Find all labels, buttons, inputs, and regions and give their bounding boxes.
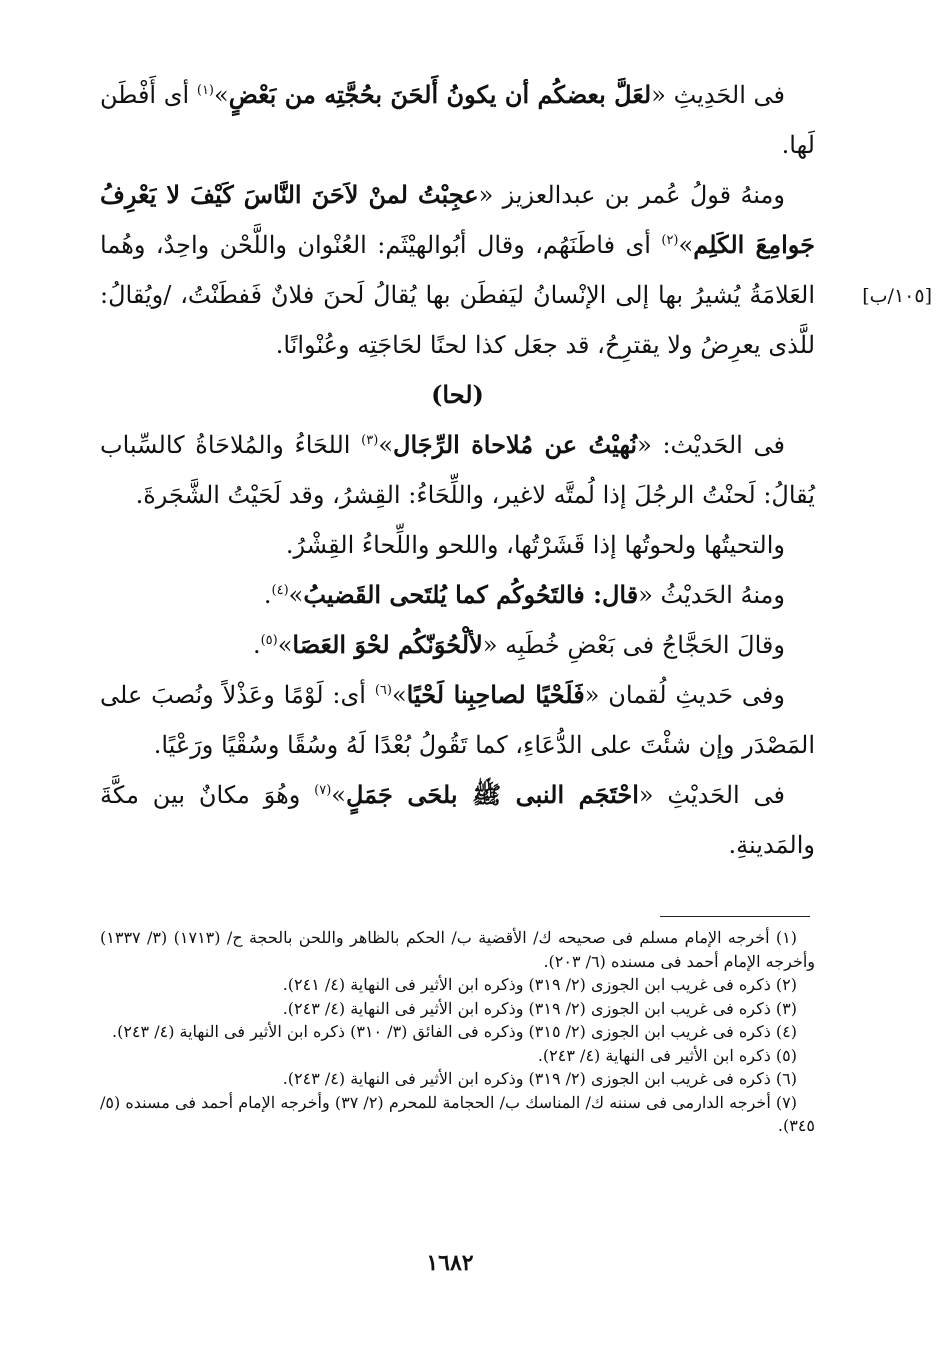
footnote-5: (٥) ذكره ابن الأثير فى النهاية (٤/ ٢٤٣). xyxy=(537,1045,797,1065)
hadith-quote: نُهيْتُ عن مُلاحاة الرِّجَال xyxy=(393,430,638,459)
text: ومنهُ الحَديْثُ « xyxy=(638,581,785,609)
footnote-ref[interactable]: (٢) xyxy=(661,233,679,248)
footnote-ref[interactable]: (٥) xyxy=(260,633,278,648)
text: . xyxy=(252,631,261,659)
text: » xyxy=(288,581,304,609)
text: أى فاطَنَهُم، وقال أبُوالهيْثَم: العُنْوان واللَّحْن واحِدٌ، وهُما العَلامَةُ يُشيرُ بها إلى الإنْسانُ ليَفطَن بها يُقالُ لَحنَ فلانٌ فَفطَنْتُ، /ويُقالُ: للَّذى يعرِضُ ولا يقترِحُ، قد جعَل كذا لحنًا لحَاجَتِه وعُنْوانًا. xyxy=(100,231,815,359)
paragraph-7 xyxy=(100,670,815,770)
text: » xyxy=(277,631,293,659)
footnote-4: (٤) ذكره فى غريب ابن الجوزى (٢/ ٣١٥) وذكره فى الفائق (٣/ ٣١٠) ذكره ابن الأثير فى النهاية (٤/ ٢٤٣). xyxy=(112,1022,797,1041)
text: » xyxy=(214,81,229,109)
footnote-divider xyxy=(660,916,810,917)
footnote-ref[interactable]: (٦) xyxy=(374,683,392,698)
text: » xyxy=(391,681,407,709)
text: فى الحَدِيثِ « xyxy=(651,81,786,109)
main-text xyxy=(100,70,815,870)
text: ومنهُ قولُ عُمر بن عبدالعزيز « xyxy=(478,181,785,209)
text: » xyxy=(378,431,393,459)
footnote-ref[interactable]: (٧) xyxy=(314,783,332,798)
footnote-ref[interactable]: (١) xyxy=(196,83,214,98)
paragraph-8 xyxy=(100,770,815,870)
section-heading: (لحا) xyxy=(431,380,484,409)
footnote-6: (٦) ذكره فى غريب ابن الجوزى (٢/ ٣١٩) وذكره ابن الأثير فى النهاية (٤/ ٢٤٣). xyxy=(282,1069,797,1088)
paragraph-3 xyxy=(100,420,815,520)
text: فى الحَديْث: « xyxy=(637,431,786,459)
footnote-ref[interactable]: (٤) xyxy=(271,583,289,598)
paragraph-4: والتحيتُها ولحوتُها إذا قَشَرْتُها، واللحو واللِّحاءُ القِشْرُ. xyxy=(285,531,785,559)
hadith-quote: احْتَجَم النبى ﷺ بلحَى جَمَلٍ xyxy=(345,780,639,809)
hadith-quote: قال: فالتَحُوكُم كما يُلتَحى القَضيبُ xyxy=(303,580,639,609)
hadith-quote: لعَلَّ بعضكُم أن يكونُ أَلحَنَ بحُجَّتِه من بَعْضٍ xyxy=(228,80,652,109)
text: أى: لَوْمًا وعَذْلاً ونُصبَ على المَصْدَر وإن شئْتَ على الدُّعَاءِ، كما تَقُولُ بُعْدًا لَهُ وسُقًا وسُقْيًا ورَعْيًا. xyxy=(100,681,815,759)
text: » xyxy=(678,231,694,259)
footnote-7: (٧) أخرجه الدارمى فى سننه ك/ المناسك ب/ الحجامة للمحرم (٢/ ٣٧) وأخرجه الإمام أحمد فى مسنده (٥/ ٣٤٥). xyxy=(100,1092,815,1135)
footnotes xyxy=(100,926,815,1138)
footnote-ref[interactable]: (٣) xyxy=(361,433,379,448)
footnote-3: (٣) ذكره فى غريب ابن الجوزى (٢/ ٣١٩) وذكره ابن الأثير فى النهاية (٤/ ٢٤٣). xyxy=(282,998,797,1018)
quote: فَلَحْيًا لصاحِبِنا لَحْيًا xyxy=(406,680,585,709)
margin-folio-note: [١٠٥/ب] xyxy=(862,285,932,307)
paragraph-6 xyxy=(100,620,815,670)
text: أى أَفْطَن لَها. xyxy=(100,81,815,159)
paragraph-5 xyxy=(100,570,815,620)
text: . xyxy=(263,581,272,609)
paragraph-2 xyxy=(100,170,815,370)
quote: لألْحُوَنّكُم لحْوَ العَصَا xyxy=(292,630,483,659)
quote: عجِبْتُ لمنْ لاَحَنَ النَّاسَ كَيْفَ لا يَعْرِفُ جَوامِعَ الكَلِم xyxy=(100,180,815,259)
page-number: ١٦٨٢ xyxy=(426,1250,474,1276)
paragraph-1 xyxy=(100,70,815,170)
text: اللحَاءُ والمُلاحَاةُ كالسِّباب يُقالُ: لَحنْتُ الرجُلَ إذا لُمتَّه لاغير، واللِّحَاءُ: القِشرُ، وقد لَحَيْتُ الشَّجَرةَ. xyxy=(100,431,815,509)
text: وقالَ الحَجَّاجُ فى بَعْضِ خُطَبِه « xyxy=(482,631,785,659)
text: فى الحَديْثِ « xyxy=(638,781,785,809)
text: وهُوَ مكانٌ بين مكَّةَ والمَدينةِ. xyxy=(100,781,815,859)
text: » xyxy=(331,781,346,809)
footnote-1: (١) أخرجه الإمام مسلم فى صحيحه ك/ الأقضية ب/ الحكم بالظاهر واللحن بالحجة ح/ (١٧١٣) (٣/ ١٣٣٧) وأخرجه الإمام أحمد فى مسنده (٦/ ٢٠٣). xyxy=(100,928,815,971)
footnote-2: (٢) ذكره فى غريب ابن الجوزى (٢/ ٣١٩) وذكره ابن الأثير فى النهاية (٤/ ٢٤١). xyxy=(282,975,797,994)
text: وفى حَديثِ لُقمان « xyxy=(584,681,785,709)
